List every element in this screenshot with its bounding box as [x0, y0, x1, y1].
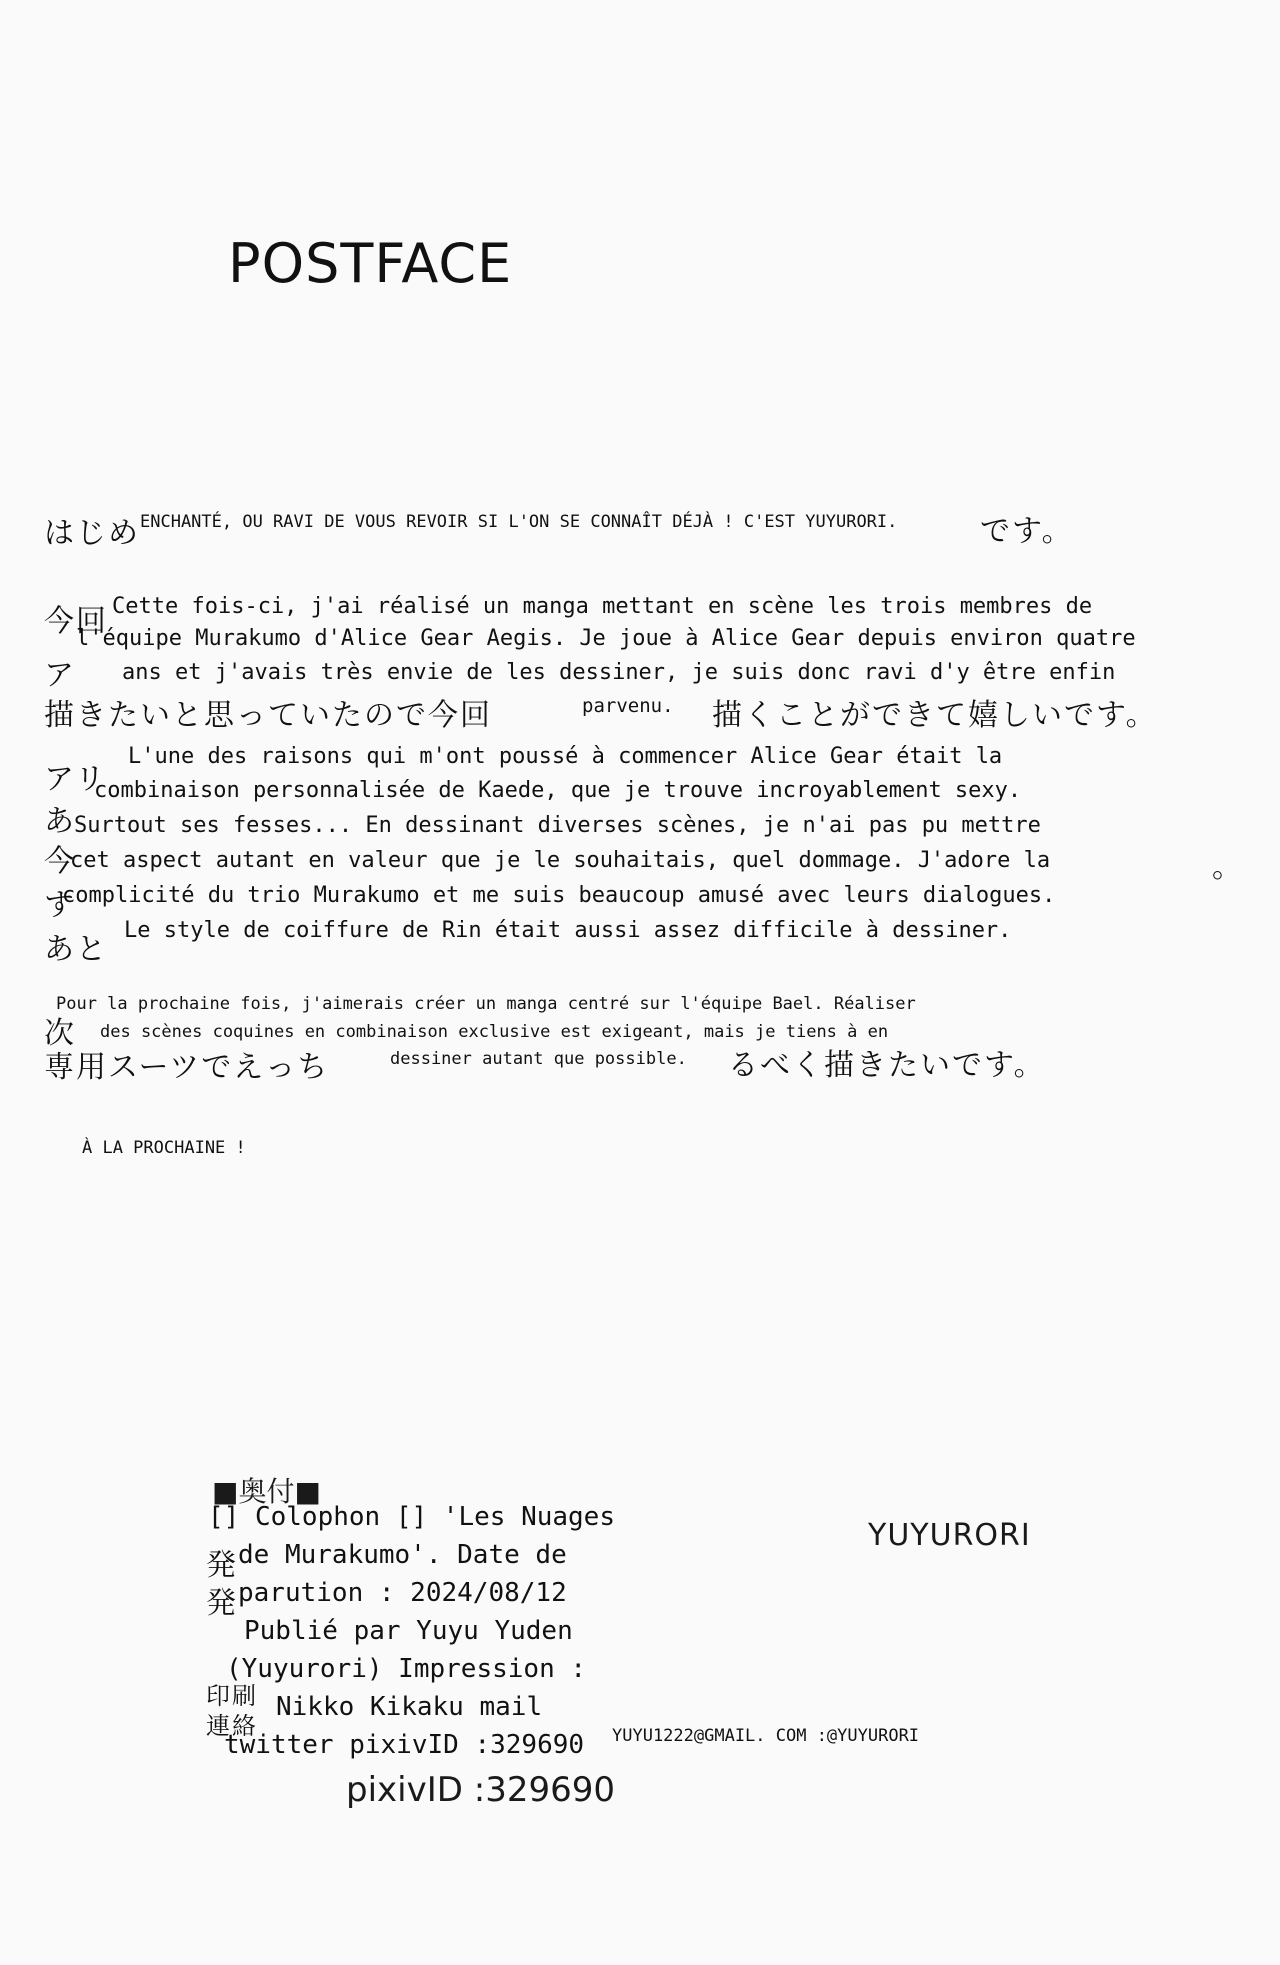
p3-line-0: Pour la prochaine fois, j'aimerais créer un manga centré sur l'équipe Bael. Réaliser [56, 994, 916, 1014]
p3-last-line: dessiner autant que possible. [390, 1049, 687, 1069]
colophon-jp-left-2: 印刷 [206, 1682, 258, 1710]
p2-line-4: complicité du trio Murakumo et me suis beaucoup amusé avec leurs dialogues. [62, 883, 1056, 908]
colophon-jp-left-3: 連絡 [206, 1712, 258, 1740]
p1-jp-suffix: 描くことができて嬉しいです。 [712, 698, 1158, 733]
p1-jp-left-1: ア [44, 658, 76, 693]
colophon-jp-left-0: 発 [206, 1548, 238, 1583]
p3-jp-left-1: 専用スーツでえっち [44, 1050, 330, 1085]
greeting-jp-suffix: です。 [980, 514, 1074, 549]
closing-text: À LA PROCHAINE ! [82, 1138, 246, 1158]
p2-line-2: Surtout ses fesses... En dessinant diverses scènes, je n'ai pas pu mettre [74, 813, 1041, 838]
p3-jp-suffix: るべく描きたいです。 [728, 1048, 1046, 1083]
p3-line-1: des scènes coquines en combinaison exclusive est exigeant, mais je tiens à en [100, 1022, 889, 1042]
p2-line-5: Le style de coiffure de Rin était aussi assez difficile à dessiner. [124, 918, 1012, 943]
p2-jp-left-3: す [44, 888, 76, 923]
p2-jp-left-4: あと [44, 932, 108, 967]
colophon-line-2: parution : 2024/08/12 [238, 1578, 567, 1608]
colophon-contact: YUYU1222@GMAIL. COM :@YUYURORI [612, 1726, 920, 1746]
p1-last-word: parvenu. [582, 695, 674, 717]
p2-jp-left-0: アリ [44, 762, 107, 797]
colophon-line-3: Publié par Yuyu Yuden [244, 1616, 573, 1646]
colophon-line-1: de Murakumo'. Date de [238, 1540, 567, 1570]
p1-jp-left-2: 描きたいと思っていたので今回 [44, 698, 492, 733]
p1-line-0: Cette fois-ci, j'ai réalisé un manga mettant en scène les trois membres de [112, 594, 1093, 619]
p2-jp-left-2: 今 [44, 844, 76, 879]
colophon-line-5: Nikko Kikaku mail [276, 1692, 543, 1722]
colophon-line-0: [] Colophon [] 'Les Nuages [208, 1502, 615, 1532]
p3-jp-left-0: 次 [44, 1016, 76, 1051]
colophon-line-4: (Yuyurori) Impression : [226, 1654, 587, 1684]
greeting-text: ENCHANTÉ, OU RAVI DE VOUS REVOIR SI L'ON SE CONNAÎT DÉJÀ ! C'EST YUYURORI. [140, 512, 898, 532]
p2-line-1: combinaison personnalisée de Kaede, que je trouve incroyablement sexy. [94, 778, 1022, 803]
greeting-jp-prefix: はじめ [44, 516, 140, 551]
p2-jp-left-1: あ [44, 804, 76, 839]
colophon-jp-left-1: 発 [206, 1586, 238, 1621]
author-name: YUYURORI [868, 1518, 1031, 1553]
colophon-line-6: twitter pixivID :329690 [224, 1730, 585, 1760]
p2-dot: 。 [1212, 850, 1244, 885]
colophon-pixiv-id: pixivID :329690 [346, 1770, 615, 1810]
p2-line-3: cet aspect autant en valeur que je le souhaitais, quel dommage. J'adore la [70, 848, 1051, 873]
p1-jp-left-0: 今回 [44, 604, 108, 639]
p1-line-2: ans et j'avais très envie de les dessiner, je suis donc ravi d'y être enfin [122, 660, 1116, 685]
p2-line-0: L'une des raisons qui m'ont poussé à commencer Alice Gear était la [128, 744, 1003, 769]
colophon-heading: ■奥付■ [212, 1475, 321, 1508]
p1-line-1: l'équipe Murakumo d'Alice Gear Aegis. Je joue à Alice Gear depuis environ quatre [76, 626, 1136, 651]
page-title: POSTFACE [228, 232, 513, 295]
